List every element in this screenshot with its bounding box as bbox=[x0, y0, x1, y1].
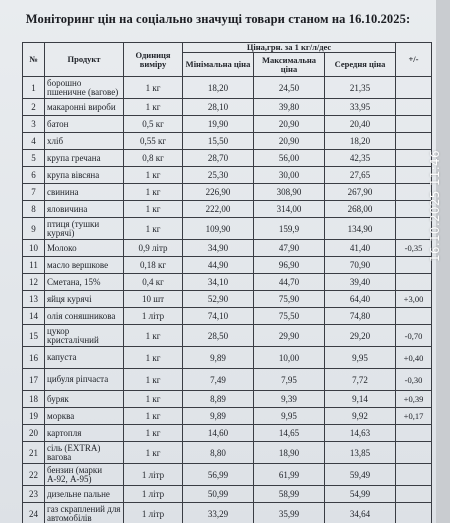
row-num: 7 bbox=[23, 184, 45, 201]
row-num: 8 bbox=[23, 201, 45, 218]
row-avg-price: 21,35 bbox=[325, 77, 396, 99]
row-change bbox=[396, 201, 432, 218]
row-num: 10 bbox=[23, 240, 45, 257]
table-row bbox=[23, 391, 432, 408]
row-max-price: 14,65 bbox=[254, 425, 325, 442]
table-row bbox=[23, 464, 432, 486]
row-min-price: 226,90 bbox=[183, 184, 254, 201]
row-product: дизельне пальне bbox=[45, 486, 124, 503]
row-num: 19 bbox=[23, 408, 45, 425]
table-row bbox=[23, 99, 432, 116]
row-unit: 1 кг bbox=[124, 442, 183, 464]
row-max-price: 24,50 bbox=[254, 77, 325, 99]
row-avg-price: 29,20 bbox=[325, 325, 396, 347]
row-change: +0,40 bbox=[396, 347, 432, 369]
row-change bbox=[396, 184, 432, 201]
row-product: батон bbox=[45, 116, 124, 133]
table-row bbox=[23, 503, 432, 523]
row-unit: 1 кг bbox=[124, 369, 183, 391]
document-title: Моніторинг цін на соціально значущі товари станом на 16.10.2025: bbox=[25, 12, 411, 26]
row-avg-price: 268,00 bbox=[325, 201, 396, 218]
row-unit: 1 літр bbox=[124, 464, 183, 486]
row-product: птиця (тушки курячі) bbox=[45, 218, 124, 240]
row-max-price: 56,00 bbox=[254, 150, 325, 167]
row-unit: 0,9 літр bbox=[124, 240, 183, 257]
row-product: свинина bbox=[45, 184, 124, 201]
table-row bbox=[23, 442, 432, 464]
row-min-price: 56,99 bbox=[183, 464, 254, 486]
row-product: крупа гречана bbox=[45, 150, 124, 167]
row-min-price: 44,90 bbox=[183, 257, 254, 274]
row-unit: 1 кг bbox=[124, 325, 183, 347]
table-row bbox=[23, 325, 432, 347]
row-max-price: 9,39 bbox=[254, 391, 325, 408]
row-avg-price: 27,65 bbox=[325, 167, 396, 184]
row-num: 12 bbox=[23, 274, 45, 291]
row-product: буряк bbox=[45, 391, 124, 408]
row-min-price: 28,10 bbox=[183, 99, 254, 116]
header-product: Продукт bbox=[45, 43, 124, 77]
header-min: Мінімальна ціна bbox=[183, 53, 254, 77]
row-avg-price: 9,92 bbox=[325, 408, 396, 425]
row-change bbox=[396, 150, 432, 167]
row-min-price: 34,90 bbox=[183, 240, 254, 257]
row-num: 1 bbox=[23, 77, 45, 99]
row-num: 13 bbox=[23, 291, 45, 308]
row-change bbox=[396, 486, 432, 503]
row-num: 16 bbox=[23, 347, 45, 369]
row-avg-price: 64,40 bbox=[325, 291, 396, 308]
row-max-price: 47,90 bbox=[254, 240, 325, 257]
row-product: Сметана, 15% bbox=[45, 274, 124, 291]
row-product: яловичина bbox=[45, 201, 124, 218]
row-change bbox=[396, 167, 432, 184]
row-avg-price: 134,90 bbox=[325, 218, 396, 240]
row-max-price: 35,99 bbox=[254, 503, 325, 523]
row-avg-price: 42,35 bbox=[325, 150, 396, 167]
table-row bbox=[23, 150, 432, 167]
row-unit: 1 літр bbox=[124, 308, 183, 325]
row-unit: 1 кг bbox=[124, 167, 183, 184]
row-unit: 0,55 кг bbox=[124, 133, 183, 150]
table-row bbox=[23, 486, 432, 503]
row-change bbox=[396, 503, 432, 523]
row-change bbox=[396, 116, 432, 133]
table-row bbox=[23, 425, 432, 442]
row-avg-price: 54,99 bbox=[325, 486, 396, 503]
row-min-price: 18,20 bbox=[183, 77, 254, 99]
table-row bbox=[23, 218, 432, 240]
row-max-price: 20,90 bbox=[254, 133, 325, 150]
row-avg-price: 33,95 bbox=[325, 99, 396, 116]
row-change bbox=[396, 99, 432, 116]
row-unit: 1 літр bbox=[124, 486, 183, 503]
table-row bbox=[23, 408, 432, 425]
row-change bbox=[396, 308, 432, 325]
row-max-price: 159,9 bbox=[254, 218, 325, 240]
row-avg-price: 41,40 bbox=[325, 240, 396, 257]
row-max-price: 314,00 bbox=[254, 201, 325, 218]
row-change: +3,00 bbox=[396, 291, 432, 308]
table-row bbox=[23, 240, 432, 257]
row-product: сіль (EXTRA) вагова bbox=[45, 442, 124, 464]
row-max-price: 44,70 bbox=[254, 274, 325, 291]
row-min-price: 7,49 bbox=[183, 369, 254, 391]
row-product: бензин (марки А-92, А-95) bbox=[45, 464, 124, 486]
row-min-price: 50,99 bbox=[183, 486, 254, 503]
row-change: +0,17 bbox=[396, 408, 432, 425]
row-num: 6 bbox=[23, 167, 45, 184]
row-num: 4 bbox=[23, 133, 45, 150]
row-max-price: 18,90 bbox=[254, 442, 325, 464]
row-change: -0,70 bbox=[396, 325, 432, 347]
table-row bbox=[23, 308, 432, 325]
row-avg-price: 9,95 bbox=[325, 347, 396, 369]
row-max-price: 308,90 bbox=[254, 184, 325, 201]
row-unit: 10 шт bbox=[124, 291, 183, 308]
row-num: 23 bbox=[23, 486, 45, 503]
row-max-price: 10,00 bbox=[254, 347, 325, 369]
row-unit: 1 кг bbox=[124, 391, 183, 408]
header-change: +/- bbox=[396, 43, 432, 77]
table-row bbox=[23, 116, 432, 133]
row-num: 17 bbox=[23, 369, 45, 391]
price-table bbox=[22, 42, 432, 523]
header-num: № bbox=[23, 43, 45, 77]
row-change: -0,35 bbox=[396, 240, 432, 257]
row-avg-price: 70,90 bbox=[325, 257, 396, 274]
row-min-price: 9,89 bbox=[183, 347, 254, 369]
row-product: Молоко bbox=[45, 240, 124, 257]
row-min-price: 14,60 bbox=[183, 425, 254, 442]
row-avg-price: 74,80 bbox=[325, 308, 396, 325]
row-min-price: 74,10 bbox=[183, 308, 254, 325]
header-price-group: Ціна,грн. за 1 кг/л/дес bbox=[183, 43, 396, 53]
row-unit: 1 кг bbox=[124, 99, 183, 116]
row-product: яйця курячі bbox=[45, 291, 124, 308]
row-change: -0,30 bbox=[396, 369, 432, 391]
row-avg-price: 9,14 bbox=[325, 391, 396, 408]
row-product: цукор кристалічний bbox=[45, 325, 124, 347]
table-row bbox=[23, 347, 432, 369]
row-avg-price: 13,85 bbox=[325, 442, 396, 464]
row-unit: 1 кг bbox=[124, 218, 183, 240]
row-change bbox=[396, 133, 432, 150]
row-avg-price: 267,90 bbox=[325, 184, 396, 201]
row-min-price: 25,30 bbox=[183, 167, 254, 184]
row-max-price: 75,90 bbox=[254, 291, 325, 308]
row-avg-price: 18,20 bbox=[325, 133, 396, 150]
row-unit: 0,18 кг bbox=[124, 257, 183, 274]
row-product: картопля bbox=[45, 425, 124, 442]
row-change bbox=[396, 464, 432, 486]
header-avg: Середня ціна bbox=[325, 53, 396, 77]
row-avg-price: 34,64 bbox=[325, 503, 396, 523]
row-change bbox=[396, 274, 432, 291]
table-row bbox=[23, 291, 432, 308]
row-num: 9 bbox=[23, 218, 45, 240]
row-unit: 0,8 кг bbox=[124, 150, 183, 167]
row-avg-price: 20,40 bbox=[325, 116, 396, 133]
photo-timestamp: 16.10.2025 11:46 bbox=[428, 150, 442, 262]
row-max-price: 39,80 bbox=[254, 99, 325, 116]
row-min-price: 222,00 bbox=[183, 201, 254, 218]
row-change: +0,39 bbox=[396, 391, 432, 408]
table-row bbox=[23, 257, 432, 274]
row-min-price: 19,90 bbox=[183, 116, 254, 133]
row-min-price: 8,80 bbox=[183, 442, 254, 464]
table-row bbox=[23, 274, 432, 291]
row-product: морква bbox=[45, 408, 124, 425]
row-unit: 1 кг bbox=[124, 77, 183, 99]
row-max-price: 7,95 bbox=[254, 369, 325, 391]
row-num: 15 bbox=[23, 325, 45, 347]
table-row bbox=[23, 184, 432, 201]
row-product: газ скраплений для автомобілів bbox=[45, 503, 124, 523]
row-min-price: 33,29 bbox=[183, 503, 254, 523]
row-product: макаронні вироби bbox=[45, 99, 124, 116]
row-num: 5 bbox=[23, 150, 45, 167]
row-min-price: 8,89 bbox=[183, 391, 254, 408]
row-product: борошно пшеничне (вагове) bbox=[45, 77, 124, 99]
row-unit: 1 кг bbox=[124, 425, 183, 442]
row-num: 21 bbox=[23, 442, 45, 464]
row-avg-price: 14,63 bbox=[325, 425, 396, 442]
row-product: крупа вівсяна bbox=[45, 167, 124, 184]
row-unit: 0,4 кг bbox=[124, 274, 183, 291]
row-product: хліб bbox=[45, 133, 124, 150]
row-change bbox=[396, 425, 432, 442]
row-avg-price: 7,72 bbox=[325, 369, 396, 391]
row-max-price: 20,90 bbox=[254, 116, 325, 133]
row-min-price: 15,50 bbox=[183, 133, 254, 150]
table-row bbox=[23, 133, 432, 150]
row-num: 24 bbox=[23, 503, 45, 523]
row-num: 18 bbox=[23, 391, 45, 408]
row-max-price: 58,99 bbox=[254, 486, 325, 503]
row-num: 2 bbox=[23, 99, 45, 116]
row-change bbox=[396, 77, 432, 99]
row-max-price: 30,00 bbox=[254, 167, 325, 184]
row-min-price: 28,50 bbox=[183, 325, 254, 347]
row-unit: 1 кг bbox=[124, 408, 183, 425]
table-row bbox=[23, 369, 432, 391]
row-unit: 1 кг bbox=[124, 347, 183, 369]
row-unit: 1 кг bbox=[124, 184, 183, 201]
row-min-price: 52,90 bbox=[183, 291, 254, 308]
row-unit: 0,5 кг bbox=[124, 116, 183, 133]
table-body bbox=[23, 77, 432, 523]
row-product: капуста bbox=[45, 347, 124, 369]
row-max-price: 61,99 bbox=[254, 464, 325, 486]
row-min-price: 28,70 bbox=[183, 150, 254, 167]
row-change bbox=[396, 442, 432, 464]
table-row bbox=[23, 167, 432, 184]
row-change bbox=[396, 218, 432, 240]
row-max-price: 75,50 bbox=[254, 308, 325, 325]
row-product: масло вершкове bbox=[45, 257, 124, 274]
row-max-price: 29,90 bbox=[254, 325, 325, 347]
row-num: 22 bbox=[23, 464, 45, 486]
row-product: олія соняшникова bbox=[45, 308, 124, 325]
row-num: 14 bbox=[23, 308, 45, 325]
row-min-price: 9,89 bbox=[183, 408, 254, 425]
row-min-price: 34,10 bbox=[183, 274, 254, 291]
row-unit: 1 літр bbox=[124, 503, 183, 523]
row-max-price: 9,95 bbox=[254, 408, 325, 425]
row-num: 20 bbox=[23, 425, 45, 442]
row-num: 11 bbox=[23, 257, 45, 274]
table-header-row bbox=[23, 43, 432, 53]
row-avg-price: 59,49 bbox=[325, 464, 396, 486]
row-change bbox=[396, 257, 432, 274]
row-product: цибуля ріпчаста bbox=[45, 369, 124, 391]
row-unit: 1 кг bbox=[124, 201, 183, 218]
row-avg-price: 39,40 bbox=[325, 274, 396, 291]
row-min-price: 109,90 bbox=[183, 218, 254, 240]
header-max: Максимальна ціна bbox=[254, 53, 325, 77]
row-max-price: 96,90 bbox=[254, 257, 325, 274]
row-num: 3 bbox=[23, 116, 45, 133]
header-unit: Одиниця виміру bbox=[124, 43, 183, 77]
table-row bbox=[23, 77, 432, 99]
table-row bbox=[23, 201, 432, 218]
